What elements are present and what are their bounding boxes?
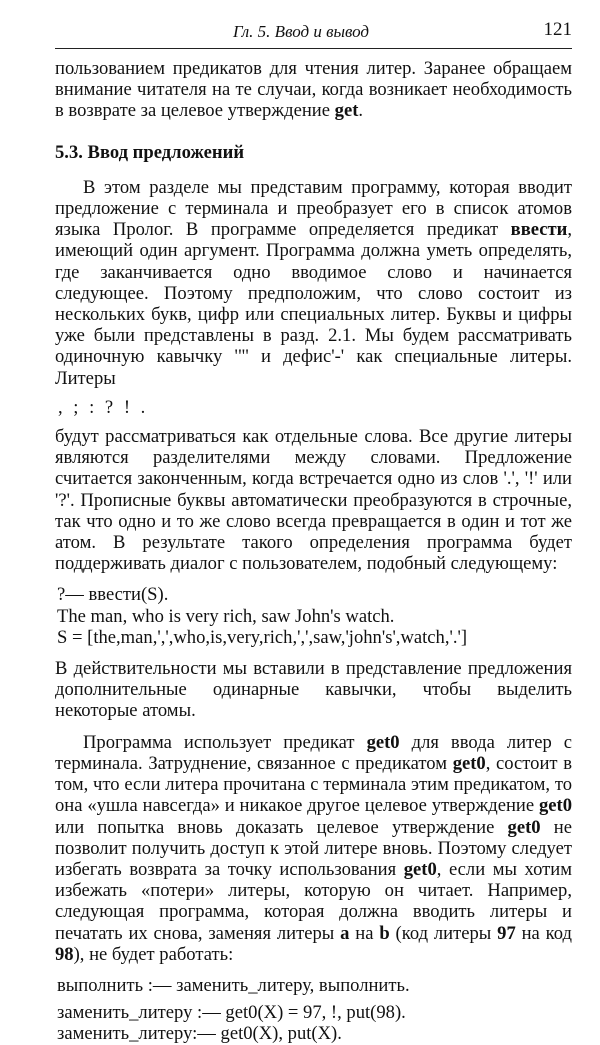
code-98: 98 — [55, 943, 74, 965]
paragraph-1 — [55, 177, 572, 389]
para4-text: или попытка вновь доказать целевое утверждение — [55, 816, 508, 838]
para4-text: Программа использует предикат — [83, 731, 367, 753]
vvesti-term: ввести — [510, 219, 568, 241]
dialog-line: S = [the,man,',',who,is,very,rich,',',saw,'john's',watch,'.'] — [57, 626, 468, 648]
paragraph-2: будут рассматриваться как отдельные слова. Все другие литеры являются разделителями между словами. Предложение считается законченным, когда встречается одно из слов '.', '!' или '?'. Прописные буквы автоматически преобразуются в строчные, так что одно и то же слово всегда превращается в один и тот же атом. В результате такого определения программа будет поддерживать диалог с пользователем, подобный следующему: — [55, 426, 572, 575]
code-line: заменить_литеру:— get0(X), put(X). — [57, 1023, 342, 1045]
char-a: a — [340, 922, 350, 944]
code-line: выполнить :— заменить_литеру, выполнить. — [57, 974, 410, 996]
para1-text-a: В этом разделе мы представим программу, которая вводит предложение с терминала и преобразует его в список атомов языка Пролог. В программе определяется предикат — [55, 176, 572, 241]
paragraph-3: В действительности мы вставили в представление предложения дополнительные одинарные кавычки, чтобы выделить некоторые атомы. — [55, 658, 572, 722]
page-body — [55, 58, 572, 1045]
code-97: 97 — [497, 922, 516, 944]
dialog-line: The man, who is very rich, saw John's watch. — [57, 605, 395, 627]
code-example — [55, 975, 572, 1045]
dialog-line: ?— ввести(S). — [57, 584, 169, 606]
para4-text: для ввода литер с терминала. Затруднение, связанное с предикатом — [55, 731, 573, 774]
page-number: 121 — [543, 19, 572, 40]
dialog-example — [55, 584, 572, 648]
intro-paragraph — [55, 58, 572, 122]
code-line: заменить_литеру :— get0(X) = 97, !, put(98). — [57, 1002, 406, 1024]
para4-text: , состоит в том, что если литера прочитана с терминала этим предикатом, то она «ушла навсегда» и никакое другое целевое утверждение — [55, 752, 572, 817]
para4-text: ), не будет работать: — [73, 943, 234, 965]
get0-term: get0 — [452, 752, 486, 774]
get-term: get — [334, 100, 359, 122]
page-header — [55, 18, 572, 49]
section-heading: 5.3. Ввод предложений — [55, 141, 245, 163]
para4-text: (код литеры — [389, 922, 498, 944]
paragraph-4 — [55, 732, 572, 965]
intro-end: . — [358, 100, 364, 122]
get0-term: get0 — [366, 731, 400, 753]
para1-text-b: , имеющий один аргумент. Программа должна уметь определять, где заканчивается одно вводимое слово и начинается следующее. Поэтому предположим, что слово состоит из нескольких букв, цифр или специальных литер. Буквы и цифры уже были представлены в разд. 2.1. Мы будем рассматривать одиночную кавычку '"' и дефис'-' как специальные литеры. Литеры — [55, 219, 572, 389]
special-characters: , ; : ? ! . — [58, 396, 149, 418]
para4-text: на — [349, 922, 380, 944]
para4-text: не позволит получить доступ к этой литере вновь. Поэтому следует избегать возврата за точку использования — [55, 816, 572, 880]
running-title: Гл. 5. Ввод и вывод — [233, 22, 370, 41]
get0-term: get0 — [538, 795, 572, 817]
intro-text: пользованием предикатов для чтения литер. Заранее обращаем вниманиe читателя на те случаи, когда возникает необходимость в возврате за целевое утверждение — [55, 58, 572, 122]
para4-text: , если мы хотим избежать «потери» литеры, которую он читает. Например, следующая программа, которая должна вводить литеры и печатать их снова, заменяя литеры — [55, 858, 572, 944]
get0-term: get0 — [403, 858, 437, 880]
get0-term: get0 — [507, 816, 541, 838]
para4-text: на код — [515, 922, 572, 944]
char-b: b — [379, 922, 390, 944]
